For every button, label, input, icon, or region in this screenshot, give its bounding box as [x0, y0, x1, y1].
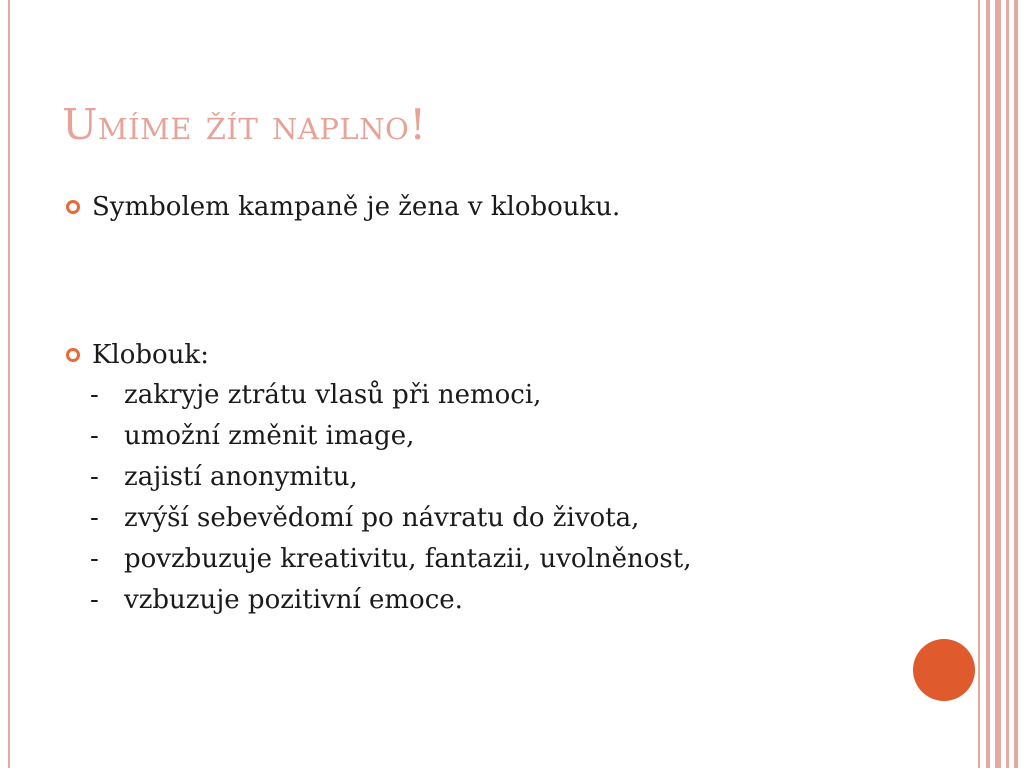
frame-line-left [8, 0, 10, 768]
dash-marker: - [90, 503, 99, 533]
frame-line-right-5 [1014, 0, 1018, 768]
frame-line-right-4 [1006, 0, 1009, 768]
dash-marker: - [90, 544, 99, 574]
frame-line-right-2 [986, 0, 990, 768]
sub-item-text: zajistí anonymitu, [124, 462, 358, 492]
circle-bullet-icon [66, 200, 80, 214]
dash-marker: - [90, 421, 99, 451]
sub-item-text: zakryje ztrátu vlasů při nemoci, [124, 380, 542, 410]
slide-title: Umíme žít naplno! [62, 100, 427, 149]
dash-marker: - [90, 380, 99, 410]
circle-bullet-icon [66, 348, 80, 362]
orange-circle-icon [913, 639, 975, 701]
bullet-text: Klobouk: [92, 340, 209, 370]
frame-line-right-3 [995, 0, 1001, 768]
dash-marker: - [90, 462, 99, 492]
dash-marker: - [90, 585, 99, 615]
frame-line-right-1 [978, 0, 980, 768]
sub-item-text: povzbuzuje kreativitu, fantazii, uvolněnost, [124, 544, 692, 574]
bullet-text: Symbolem kampaně je žena v klobouku. [92, 192, 621, 222]
sub-item-text: vzbuzuje pozitivní emoce. [124, 585, 463, 615]
sub-item-text: umožní změnit image, [124, 421, 415, 451]
sub-item-text: zvýší sebevědomí po návratu do života, [124, 503, 640, 533]
